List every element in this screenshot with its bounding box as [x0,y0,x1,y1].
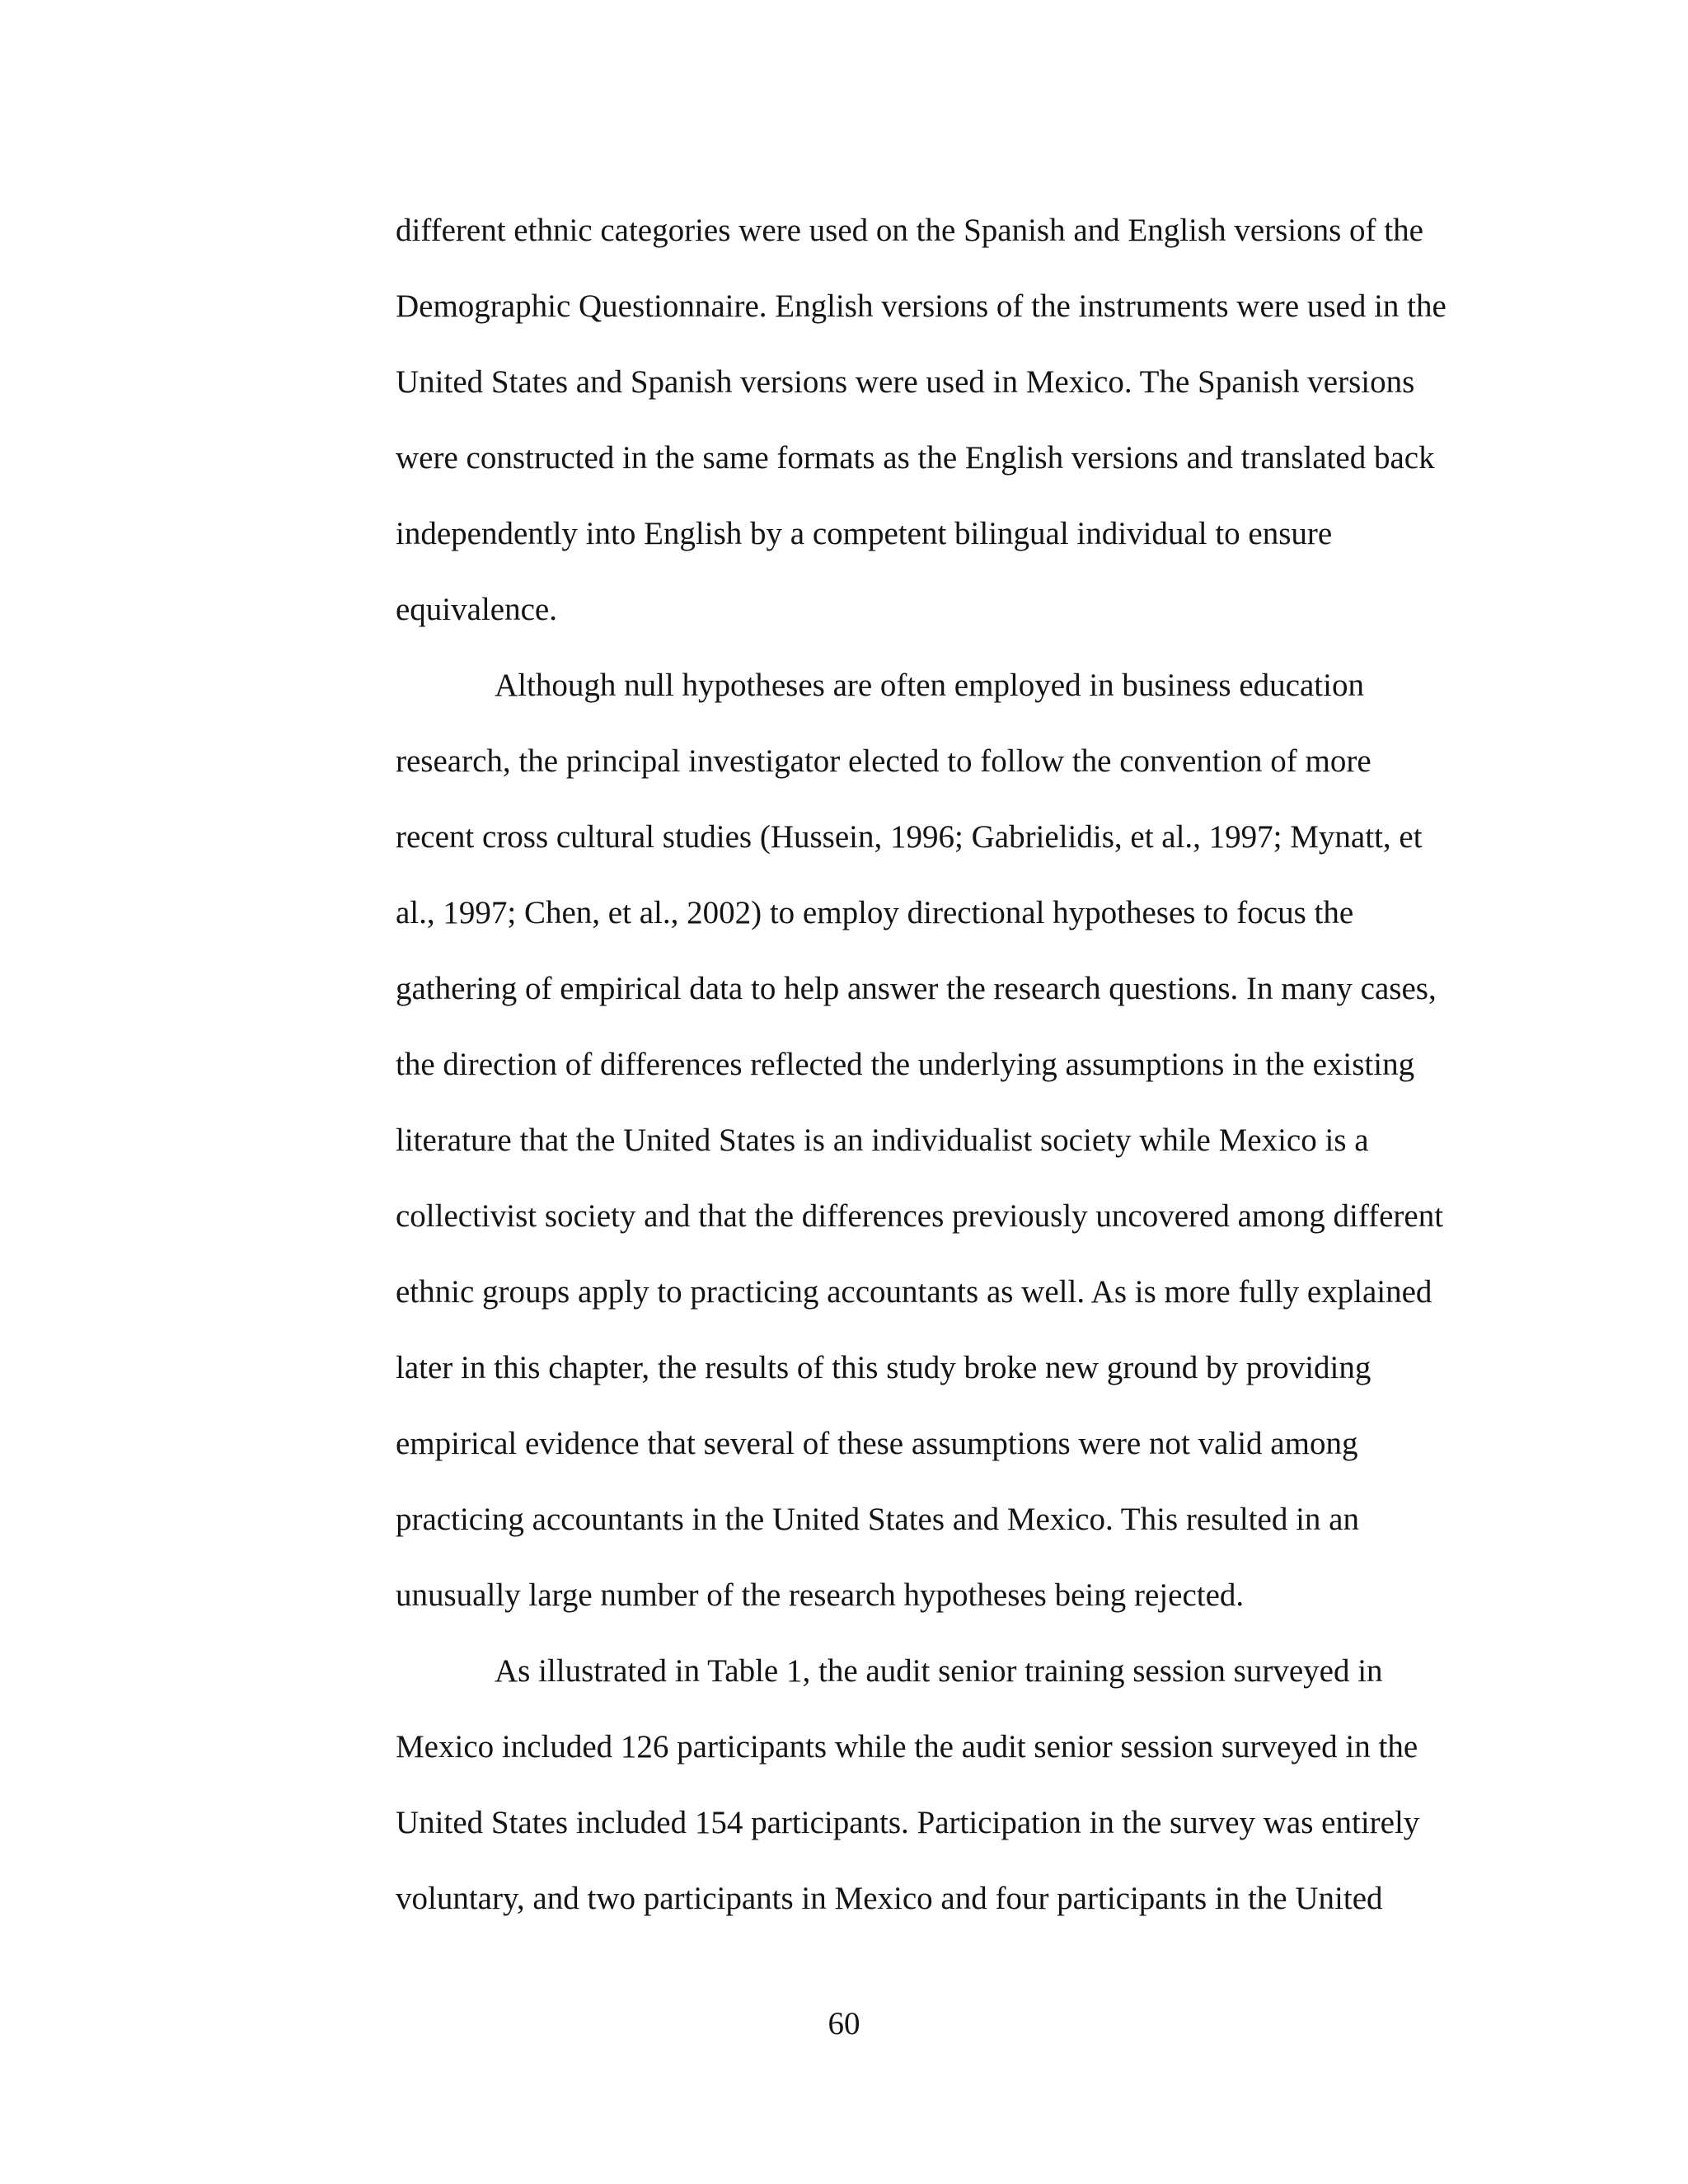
text-line: practicing accountants in the United States and Mexico. This resulted in an [396,1502,1359,1537]
text-line: literature that the United States is an individualist society while Mexico is a [396,1122,1369,1158]
text-line: al., 1997; Chen, et al., 2002) to employ directional hypotheses to focus the [396,895,1354,930]
text-line: gathering of empirical data to help answer the research questions. In many cases, [396,971,1437,1006]
paragraph-first-line: Although null hypotheses are often employed in business education [495,668,1364,703]
text-line: voluntary, and two participants in Mexico and four participants in the United [396,1881,1383,1916]
text-line: collectivist society and that the differences previously uncovered among different [396,1198,1444,1234]
text-line: independently into English by a competent bilingual individual to ensure [396,516,1333,551]
text-line: unusually large number of the research hypotheses being rejected. [396,1577,1245,1613]
text-line: Mexico included 126 participants while the audit senior session surveyed in the [396,1729,1418,1765]
page-number: 60 [828,2006,860,2041]
text-line: later in this chapter, the results of this study broke new ground by providing [396,1350,1372,1385]
text-line: United States included 154 participants. Participation in the survey was entirely [396,1805,1420,1840]
text-line: United States and Spanish versions were used in Mexico. The Spanish versions [396,364,1415,400]
text-line: the direction of differences reflected the underlying assumptions in the existing [396,1047,1415,1082]
text-line: different ethnic categories were used on the Spanish and English versions of the [396,213,1423,248]
text-line: recent cross cultural studies (Hussein, 1996; Gabrielidis, et al., 1997; Mynatt, et [396,819,1423,855]
text-line: were constructed in the same formats as the English versions and translated back [396,440,1435,476]
text-line: ethnic groups apply to practicing accountants as well. As is more fully explained [396,1274,1432,1310]
paragraph-first-line: As illustrated in Table 1, the audit senior training session surveyed in [495,1653,1383,1689]
text-line: equivalence. [396,592,557,627]
text-line: Demographic Questionnaire. English versions of the instruments were used in the [396,288,1447,324]
text-line: empirical evidence that several of these assumptions were not valid among [396,1426,1358,1461]
text-line: research, the principal investigator elected to follow the convention of more [396,743,1372,779]
